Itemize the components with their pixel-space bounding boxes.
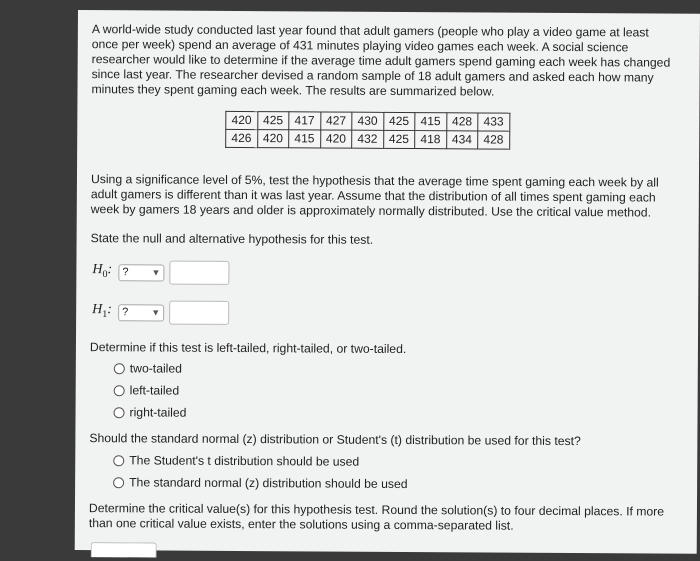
- option-z-distribution[interactable]: The standard normal (z) distribution should be used: [113, 475, 408, 492]
- table-cell: 425: [257, 112, 289, 130]
- table-cell: 420: [257, 130, 289, 148]
- option-two-tailed[interactable]: two-tailed: [114, 361, 182, 376]
- table-cell: 434: [446, 131, 478, 149]
- table-row: [226, 111, 510, 131]
- table-cell: 418: [415, 131, 447, 149]
- table-cell: 428: [446, 113, 478, 131]
- table-cell: 417: [289, 112, 321, 130]
- option-left-tailed[interactable]: left-tailed: [114, 383, 180, 398]
- radio-icon[interactable]: [114, 363, 125, 374]
- distribution-question: Should the standard normal (z) distribution or Student's (t) distribution be used for this test?: [89, 431, 581, 449]
- table-cell: 415: [289, 130, 321, 148]
- test-instructions: Using a significance level of 5%, test the hypothesis that the average time spent gaming each week by all adult gamers is different than it was last year. Assume that the distribution of all times spent gaming each week by gamers 18 years and older is approximately normally distributed. Use the critical value method.: [90, 172, 659, 220]
- h0-operator-select[interactable]: ? ▼: [118, 264, 164, 281]
- radio-icon[interactable]: [114, 407, 125, 418]
- h1-value-input[interactable]: [169, 301, 229, 325]
- radio-icon[interactable]: [113, 455, 124, 466]
- table-cell: 415: [415, 113, 447, 131]
- h1-operator-select[interactable]: ? ▼: [118, 304, 164, 321]
- radio-icon[interactable]: [114, 385, 125, 396]
- table-cell: 432: [352, 130, 384, 148]
- null-hypothesis-row: [92, 260, 229, 285]
- chevron-down-icon: ▼: [151, 306, 161, 318]
- option-t-distribution[interactable]: The Student's t distribution should be used: [113, 453, 359, 470]
- question-page: [75, 10, 700, 554]
- h0-value-input[interactable]: [169, 261, 229, 285]
- data-table: [225, 111, 510, 150]
- radio-icon[interactable]: [113, 477, 124, 488]
- table-cell: 430: [352, 112, 384, 130]
- alt-hypothesis-row: [92, 300, 229, 325]
- problem-intro: A world-wide study conducted last year found that adult gamers (people who play a video game at least once per week) spend an average of 431 minutes playing video games each week. A social science researcher would like to determine if the average time adult gamers spend gaming each week has changed since last year. The researcher devised a random sample of 18 adult gamers and asked each how many minutes they spent gaming each week. The results are summarized below.: [91, 22, 671, 99]
- h1-label: $H_1$:: [92, 302, 113, 321]
- critical-value-question: Determine the critical value(s) for this hypothesis test. Round the solution(s) to four decimal places. If more than one critical value exists, enter the solutions using a comma-separated list.: [88, 501, 665, 533]
- table-cell: 425: [383, 112, 415, 130]
- table-cell: 420: [226, 111, 258, 129]
- table-row: [226, 129, 510, 149]
- table-cell: 427: [320, 112, 352, 130]
- table-cell: 428: [478, 131, 510, 149]
- table-cell: 426: [226, 129, 258, 147]
- tail-question: Determine if this test is left-tailed, right-tailed, or two-tailed.: [89, 340, 407, 357]
- table-cell: 433: [478, 113, 510, 131]
- hypothesis-prompt: State the null and alternative hypothesis for this test.: [90, 231, 374, 247]
- table-cell: 425: [383, 130, 415, 148]
- option-right-tailed[interactable]: right-tailed: [113, 405, 186, 420]
- h0-label: $H_0$:: [92, 262, 113, 281]
- chevron-down-icon: ▼: [151, 266, 161, 278]
- table-cell: 420: [320, 130, 352, 148]
